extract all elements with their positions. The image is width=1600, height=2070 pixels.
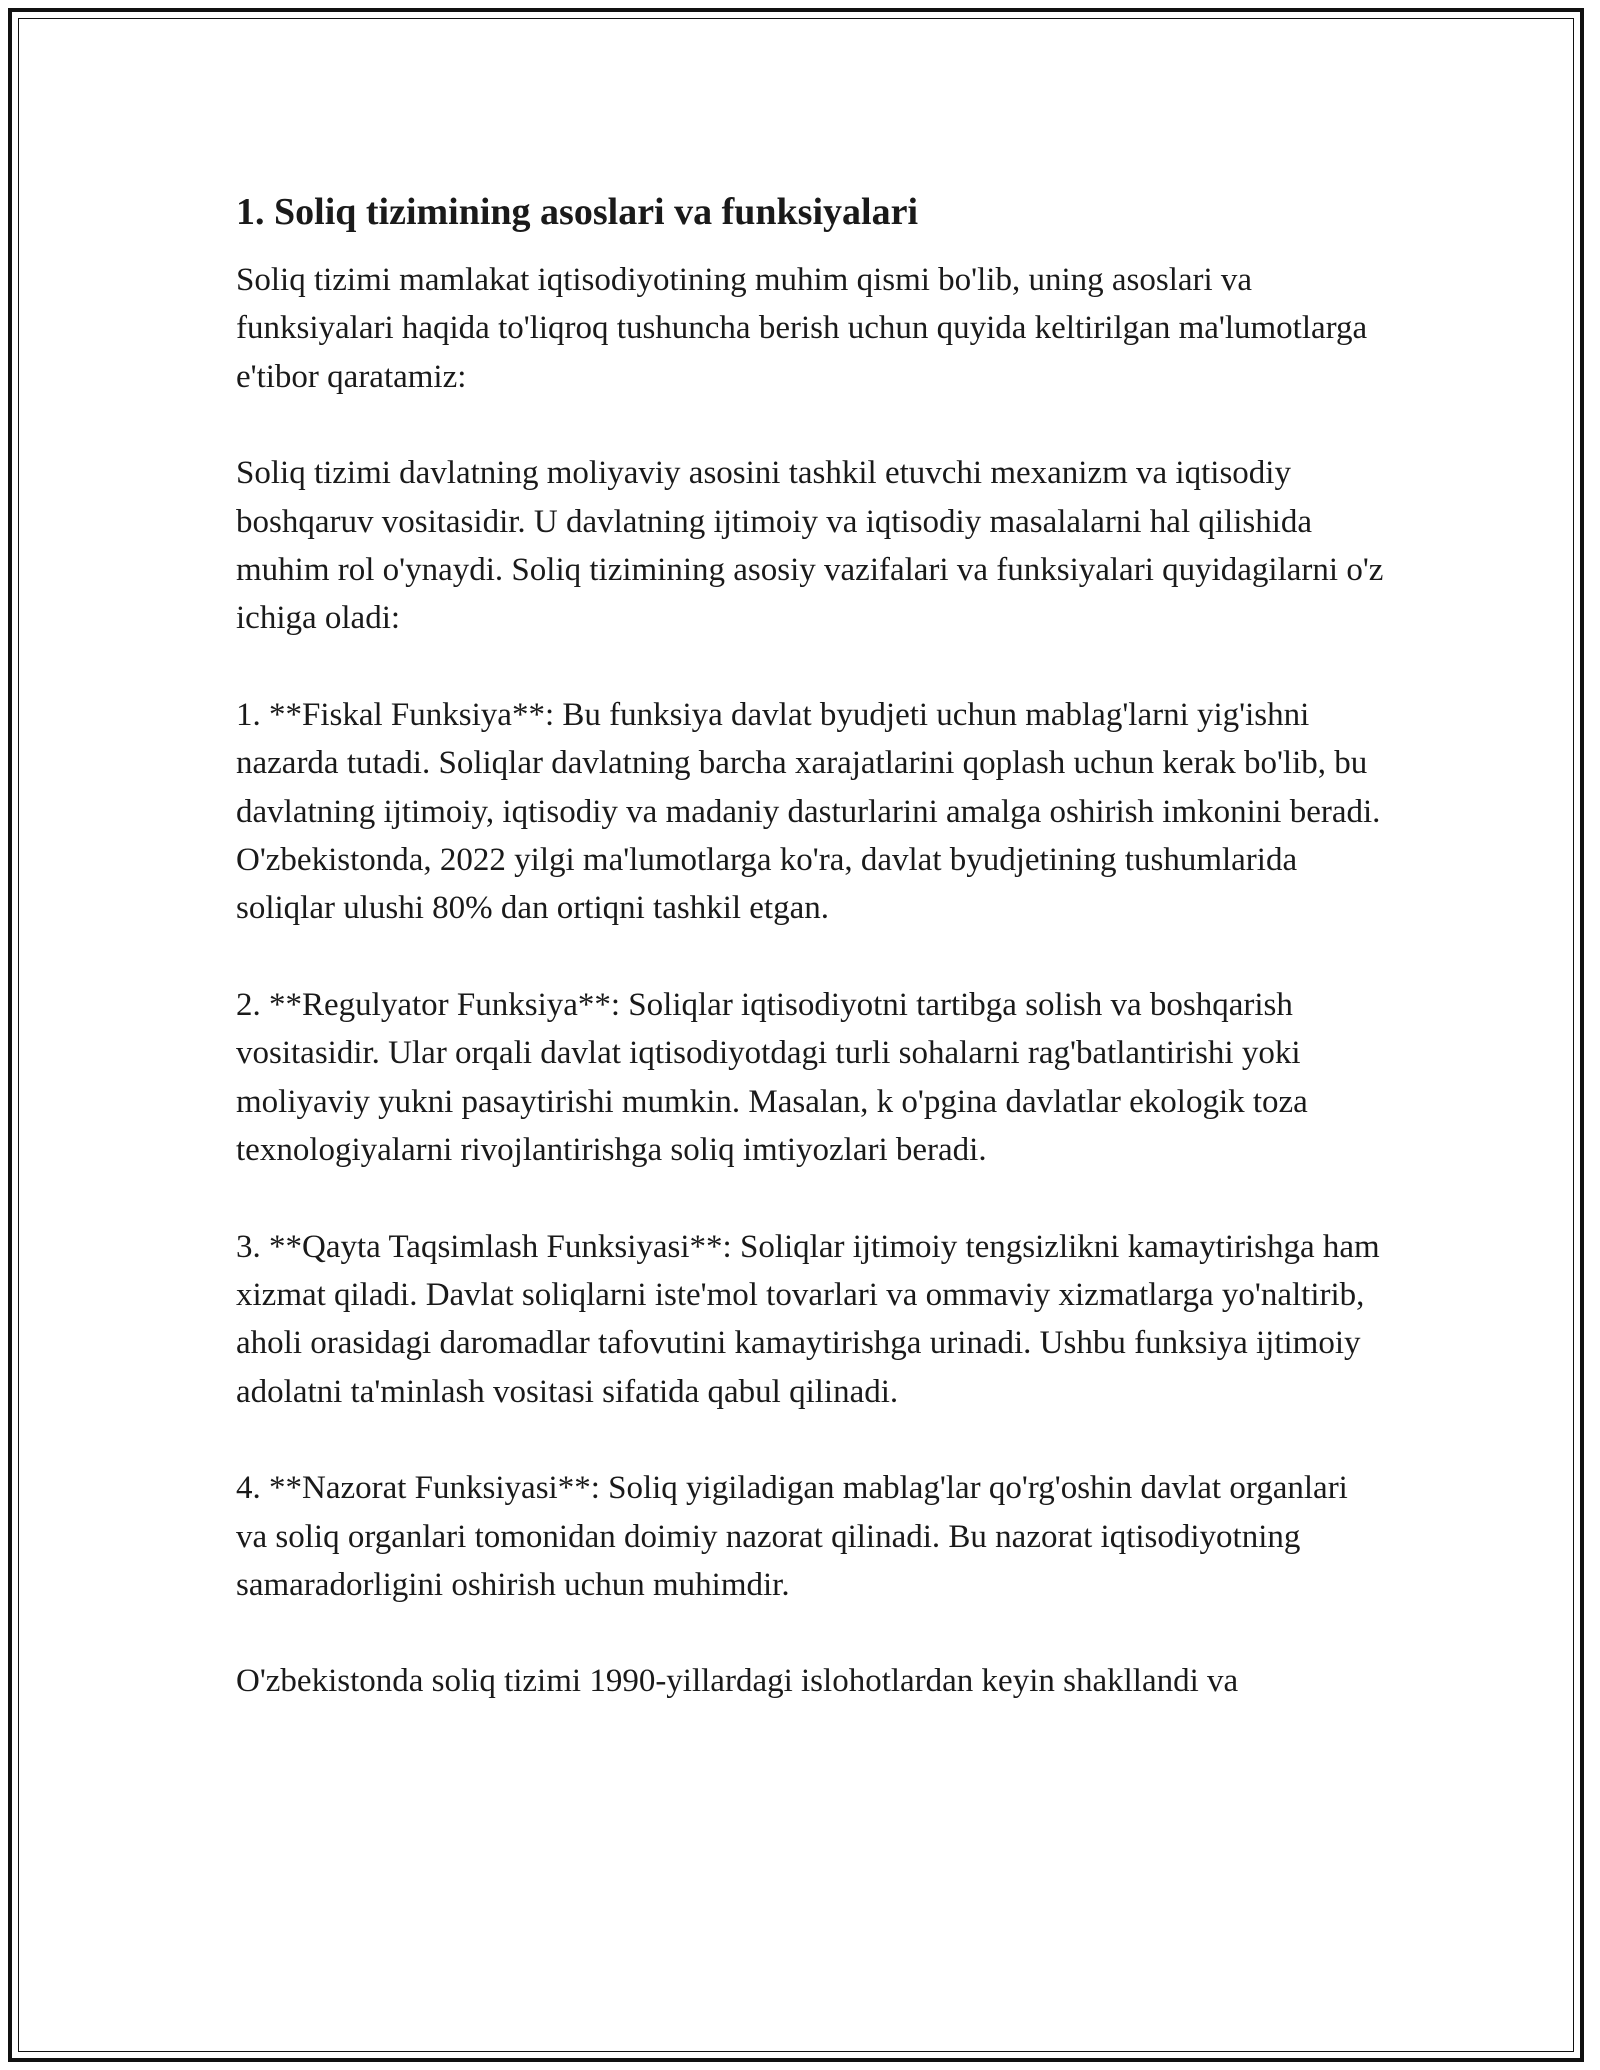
redistribution-function-paragraph: 3. **Qayta Taqsimlash Funksiyasi**: Soliqlar ijtimoiy tengsizlikni kamaytirishga ham xizmat qiladi. Davlat soliqlarni iste'mol tovarlari va ommaviy xizmatlarga yo'naltirib, aholi orasidagi daromadlar tafovutini kamaytirishga urinadi. Ushbu funksiya ijtimoiy adolatni ta'minlash vositasi sifatida qabul qilinadi.	[236, 1228, 1380, 1410]
fiscal-function-paragraph: 1. **Fiskal Funksiya**: Bu funksiya davlat byudjeti uchun mablag'larni yig'ishni nazarda tutadi. Soliqlar davlatning barcha xarajatlarini qoplash uchun kerak bo'lib, bu davlatning ijtimoiy, iqtisodiy va madaniy dasturlarini amalga oshirish imkonini beradi. O'zbekistonda, 2022 yilgi ma'lumotlarga ko'ra, davlat byudjetining tushumlarida soliqlar ulushi 80% dan ortiqni tashkil etgan.	[236, 696, 1381, 927]
document-body	[236, 186, 1386, 1754]
section-heading: 1. Soliq tizimining asoslari va funksiyalari	[236, 191, 918, 233]
regulatory-function-paragraph: 2. **Regulyator Funksiya**: Soliqlar iqtisodiyotni tartibga solish va boshqarish vositasidir. Ular orqali davlat iqtisodiyotdagi turli sohalarni rag'batlantirishi yoki moliyaviy yukni pasaytirishi mumkin. Masalan, k o'pgina davlatlar ekologik toza texnologiyalarni rivojlantirishga soliq imtiyozlari beradi.	[236, 986, 1308, 1169]
definition-paragraph: Soliq tizimi davlatning moliyaviy asosini tashkil etuvchi mexanizm va iqtisodiy boshqaruv vositasidir. U davlatning ijtimoiy va iqtisodiy masalalarni hal qilishida muhim rol o'ynaydi. Soliq tizimining asosiy vazifalari va funksiyalari quyidagilarni o'z ichiga oladi:	[236, 455, 1384, 637]
control-function-paragraph: 4. **Nazorat Funksiyasi**: Soliq yigiladigan mablag'lar qo'rg'oshin davlat organlari va soliq organlari tomonidan doimiy nazorat qilinadi. Bu nazorat iqtisodiyotning samaradorligini oshirish uchun muhimdir.	[236, 1470, 1348, 1603]
history-paragraph: O'zbekistonda soliq tizimi 1990-yillardagi islohotlardan keyin shakllandi va	[236, 1663, 1239, 1700]
intro-paragraph: Soliq tizimi mamlakat iqtisodiyotining muhim qismi bo'lib, uning asoslari va funksiyalari haqida to'liqroq tushuncha berish uchun quyida keltirilgan ma'lumotlarga e'tibor qaratamiz:	[236, 262, 1368, 395]
